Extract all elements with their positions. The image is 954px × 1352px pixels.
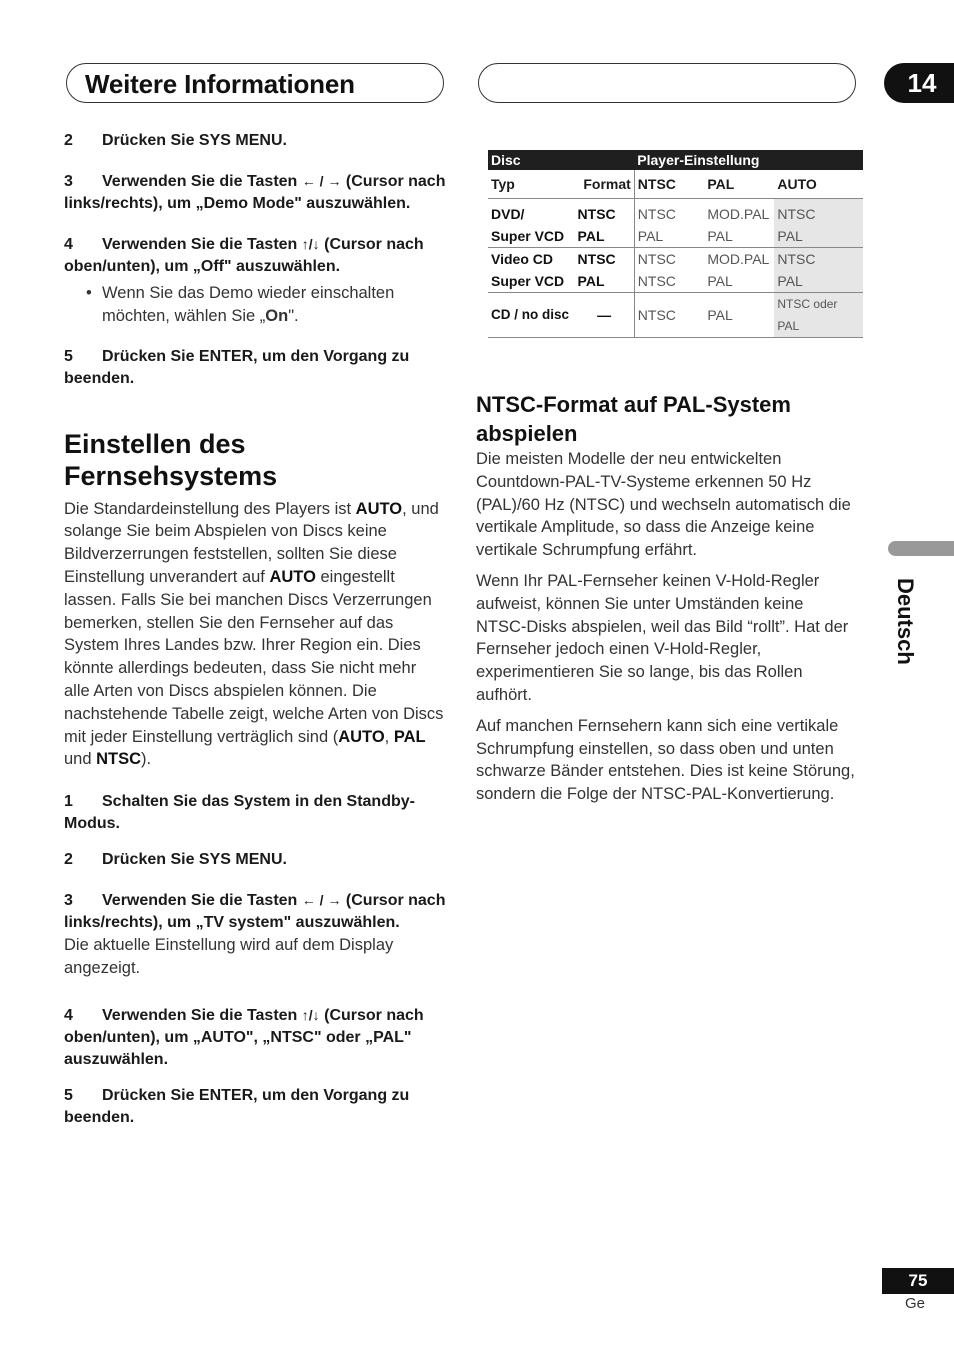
step-4-off: 4 Verwenden Sie die Tasten ↑/↓ (Cursor nach oben/unten), um „Off" auszuwählen. <box>64 236 424 275</box>
ntsc-paragraph-1: Die meisten Modelle der neu entwickelten Countdown-PAL-TV-Systeme erkennen 50 Hz (PAL)/60 Hz (NTSC) und wechseln automatisch die vertikale Amplitude, so dass die Anzeige keine vertikale Schrumpfung erfährt. <box>476 450 851 560</box>
step-1-standby: 1 Schalten Sie das System in den Standby-Modus. <box>64 793 415 833</box>
bullet-dot-icon: • <box>86 284 92 302</box>
section-title-ntsc-on-pal: NTSC-Format auf PAL-System abspielen <box>476 392 791 446</box>
table-row: Super VCD PAL NTSC PAL PAL <box>488 270 863 293</box>
step-5-enter: 5 Drücken Sie ENTER, um den Vorgang zu beenden. <box>64 347 410 387</box>
table-row: CD / no disc — NTSC PAL NTSC oder PAL <box>488 293 863 338</box>
disc-compat-table <box>488 150 863 338</box>
ntsc-paragraph-3: Auf manchen Fernsehern kann sich eine vertikale Schrumpfung einstellen, so dass oben und unten schwarze Bänder entstehen. Dies ist keine Störung, sondern die Folge der NTSC-PAL-Konvertierung. <box>476 716 855 804</box>
left-right-arrows-icon: ← / → <box>301 173 342 189</box>
step-3-demo-mode: 3 Verwenden Sie die Tasten ← / → (Cursor nach links/rechts), um „Demo Mode" auszuwählen. <box>64 173 446 212</box>
left-column <box>64 130 446 1147</box>
section-title-tv-system: Einstellen des Fernsehsystems <box>64 428 278 491</box>
up-down-arrows-icon: ↑/↓ <box>301 1006 320 1023</box>
step-2-sys-menu-b: 2 Drücken Sie SYS MENU. <box>64 851 287 869</box>
step-4-auto-ntsc-pal: 4 Verwenden Sie die Tasten ↑/↓ (Cursor nach oben/unten), um „AUTO", „NTSC" oder „PAL" auszuwählen. <box>64 1006 424 1068</box>
page-number: 75 <box>882 1268 954 1294</box>
language-tab-marker <box>888 541 954 556</box>
table-column-header-row: Typ Format NTSC PAL AUTO <box>488 170 863 199</box>
tv-system-paragraph: Die Standardeinstellung des Players ist AUTO, und solange Sie beim Abspielen von Discs keine Bildverzerrungen feststellen, sollten Sie diese Einstellung unverandert auf AUTO eingestellt lassen. Falls Sie bei manchen Discs Verzerrungen bemerken, stellen Sie den Fernseher auf das System Ihres Landes bzw. Ihrer Region ein. Dies könnte allerdings bedeuten, dass Sie nicht mehr alle Arten von Discs abspielen können. Die nachstehende Tabelle zeigt, welche Arten von Discs mit jeder Einstellung verträglich sind (AUTO, PAL und NTSC). <box>64 499 444 769</box>
table-row: Super VCD PAL PAL PAL PAL <box>488 225 863 248</box>
table-row: Video CD NTSC NTSC MOD.PAL NTSC <box>488 248 863 271</box>
up-down-arrows-icon: ↑/↓ <box>301 236 320 252</box>
left-right-arrows-icon: ← / → <box>301 892 342 909</box>
table-row: DVD/ NTSC NTSC MOD.PAL NTSC <box>488 199 863 226</box>
table-header-row <box>488 150 863 170</box>
header-blank-frame <box>478 63 856 103</box>
language-side-label: Deutsch <box>893 578 918 665</box>
table-head-setting: Player-Einstellung <box>634 150 863 170</box>
step-3-tv-system: 3 Verwenden Sie die Tasten ← / → (Cursor nach links/rechts), um „TV system" auszuwählen. <box>64 892 446 932</box>
chapter-number: 14 <box>884 63 954 103</box>
step-5-enter-b: 5 Drücken Sie ENTER, um den Vorgang zu beenden. <box>64 1086 410 1126</box>
chapter-title: Weitere Informationen <box>85 69 355 99</box>
ntsc-paragraph-2: Wenn Ihr PAL-Fernseher keinen V-Hold-Regler aufweist, können Sie unter Umständen keine NTSC-Disks abspielen, weil das Bild “rollt”. Hat der Fernseher jedoch einen V-Hold-Regler, experimentieren Sie so lange, bis das Rollen aufhört. <box>476 571 849 704</box>
step-3-note: Die aktuelle Einstellung wird auf dem Display angezeigt. <box>64 936 394 977</box>
chapter-header-frame <box>66 63 444 103</box>
right-column <box>476 150 856 814</box>
demo-bullet: • Wenn Sie das Demo wieder einschalten möchten, wählen Sie „On". <box>86 284 395 325</box>
step-2-sys-menu: 2 Drücken Sie SYS MENU. <box>64 132 287 149</box>
table-head-disc: Disc <box>488 150 634 170</box>
page-language-code: Ge <box>904 1295 925 1312</box>
